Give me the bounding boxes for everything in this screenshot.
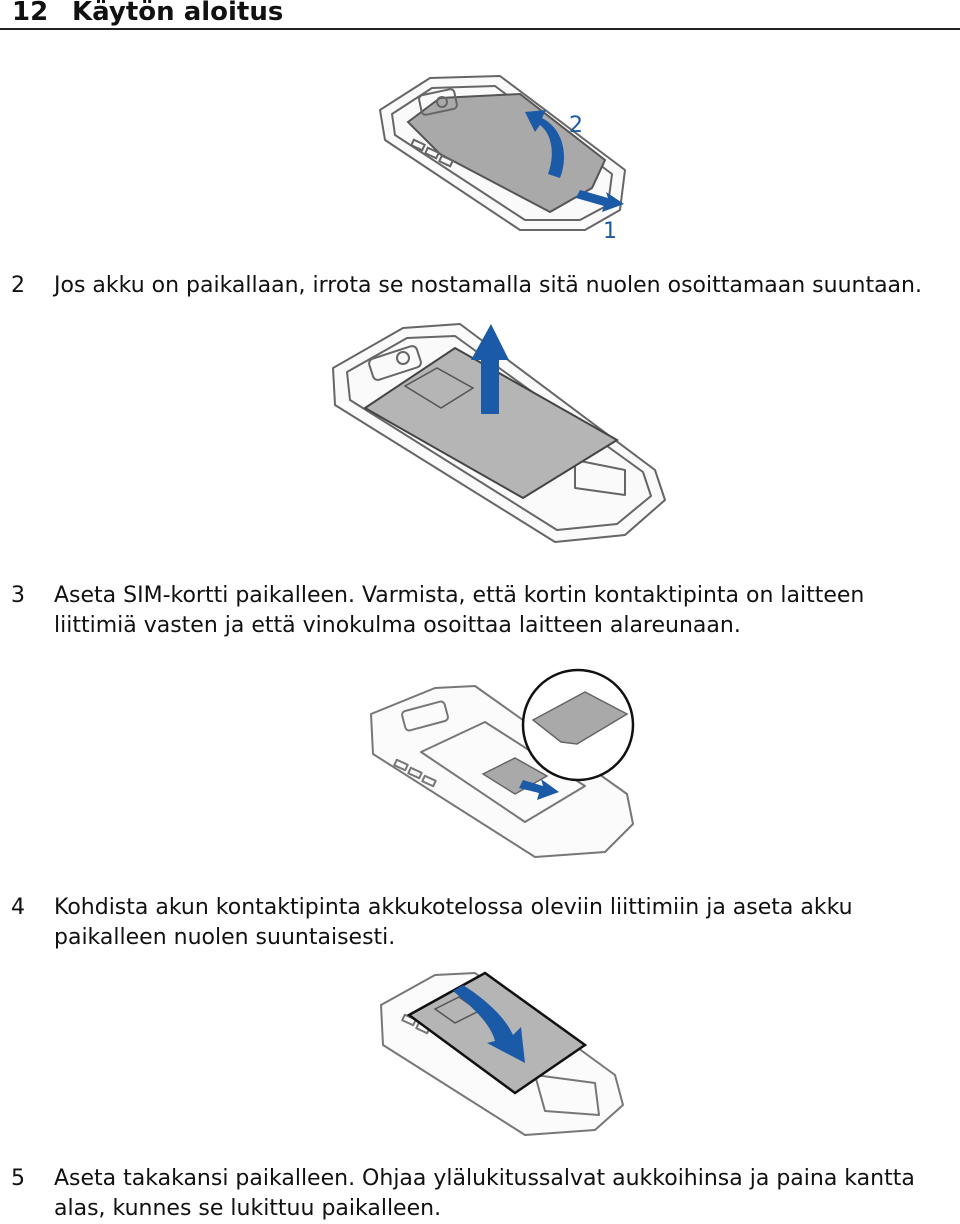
page-number: 12	[12, 0, 49, 27]
step-number: 2	[11, 273, 25, 298]
header-rule	[0, 28, 960, 30]
section-title: Käytön aloitus	[72, 0, 284, 27]
callout-1: 1	[603, 219, 617, 244]
step-text: Aseta takakansi paikalleen. Ohjaa ylälukitussalvat aukkoihinsa ja paina kantta alas, kunnes se lukittuu paikalleen.	[54, 1166, 915, 1221]
illustration-remove-battery	[325, 320, 680, 555]
step-text: Kohdista akun kontaktipinta akkukotelossa oleviin liittimiin ja aseta akku paikalleen nuolen suuntaisesti.	[54, 895, 853, 950]
step-number: 5	[11, 1166, 25, 1191]
page-header	[0, 0, 960, 30]
step-text: Aseta SIM-kortti paikalleen. Varmista, että kortin kontaktipinta on laitteen liittimiä vasten ja että vinokulma osoittaa laitteen alareunaan.	[54, 583, 865, 638]
illustration-insert-sim	[365, 662, 640, 862]
step-number: 3	[11, 583, 25, 608]
illustration-insert-battery	[375, 965, 630, 1140]
step-text: Jos akku on paikallaan, irrota se nostamalla sitä nuolen osoittamaan suuntaan.	[54, 273, 922, 298]
illustration-remove-back-cover	[370, 70, 640, 250]
step-number: 4	[11, 895, 25, 920]
callout-2: 2	[569, 113, 583, 138]
